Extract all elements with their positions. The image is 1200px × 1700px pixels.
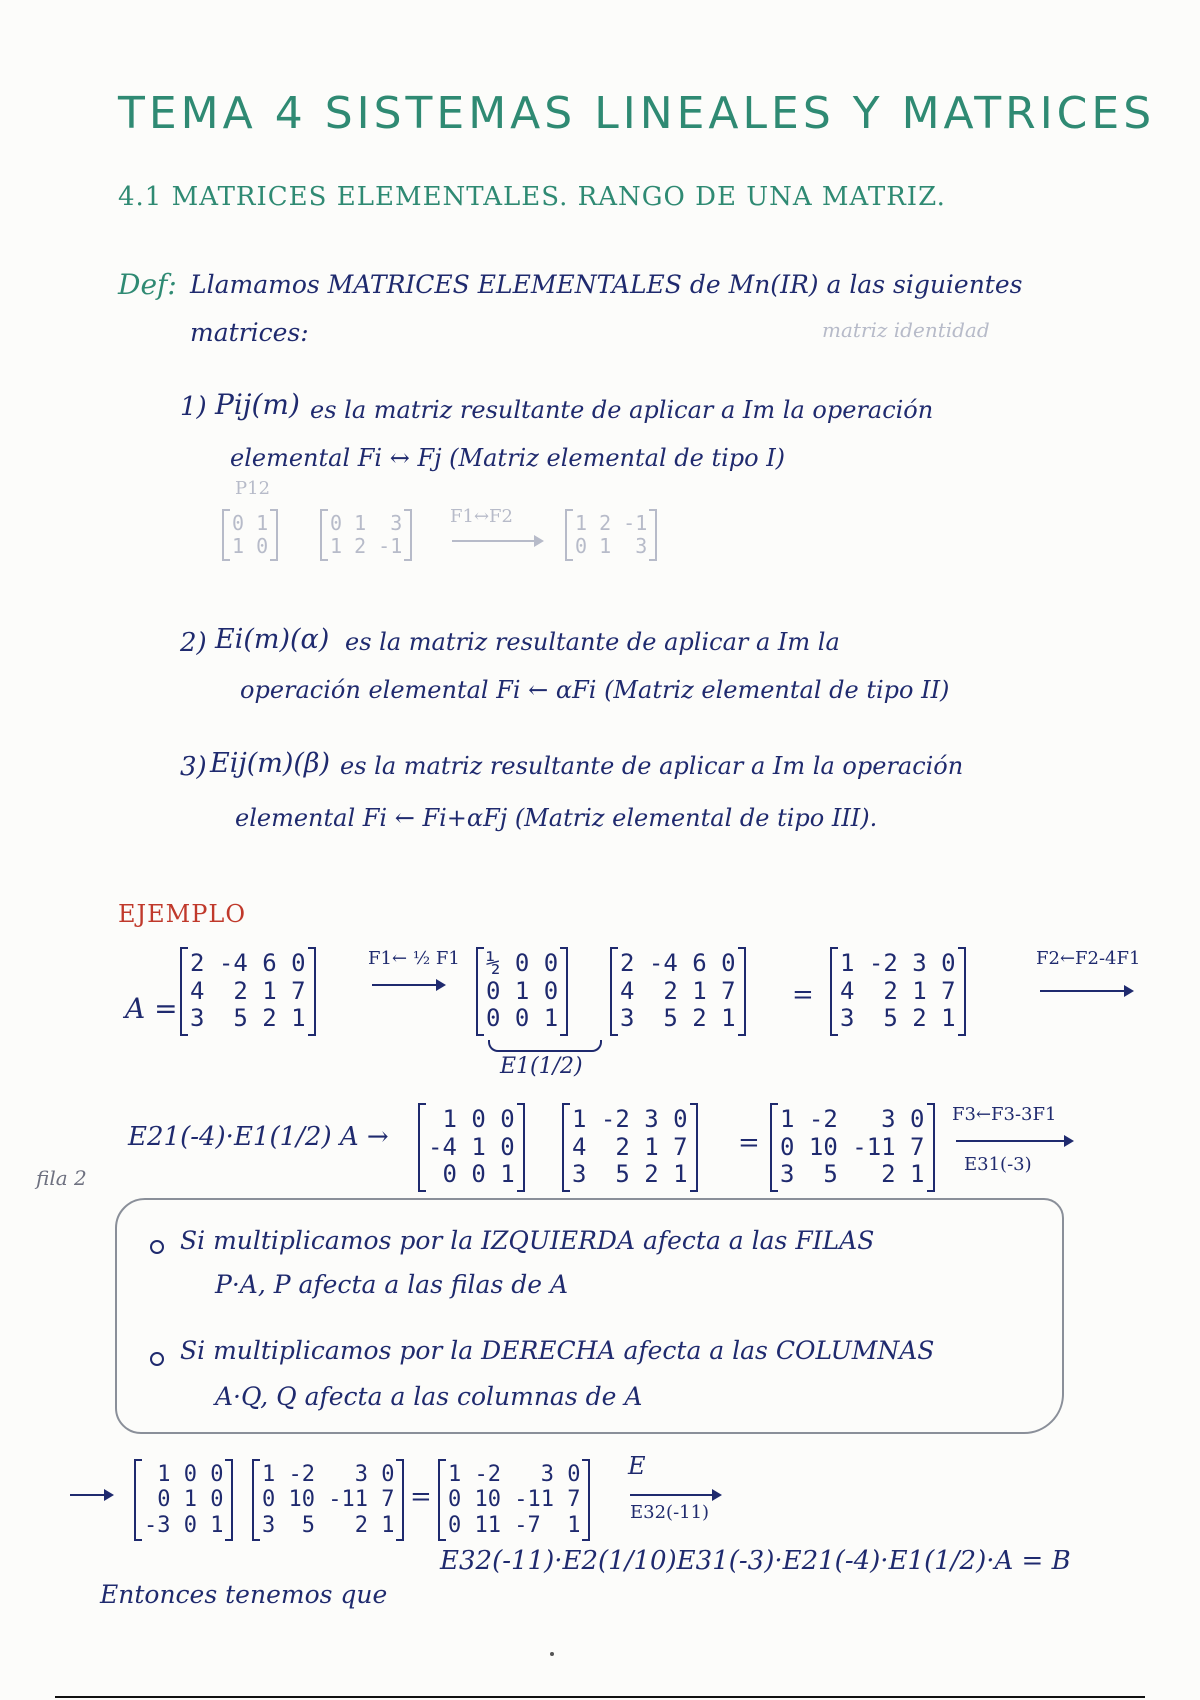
matrix-a-copy-row: 2 -4 6 0 (620, 949, 736, 977)
example-label: EJEMPLO (118, 900, 246, 928)
item-3-symbol: Eij(m)(β) (210, 748, 331, 779)
matrix-e1 (476, 948, 568, 1035)
item-2-symbol: Ei(m)(α) (215, 624, 330, 655)
op-3-arrow-icon (956, 1140, 1072, 1142)
definition-line-1: Llamamos MATRICES ELEMENTALES de Mn(IR) a las siguientes (190, 270, 1023, 299)
note-2-line-1: Si multiplicamos por la DERECHA afecta a las COLUMNAS (180, 1336, 935, 1365)
e1-label: E1(1/2) (500, 1054, 583, 1079)
matrix-result-2 (770, 1104, 935, 1191)
matrix-m2 (562, 1104, 698, 1191)
matrix-e21 (418, 1104, 525, 1191)
faint-m3-row: 0 1 3 (575, 534, 648, 558)
matrix-a-row: 2 -4 6 0 (190, 949, 306, 977)
result-3-row: 1 -2 3 0 (448, 1462, 581, 1487)
conclusion-lead: Entonces tenemos que (100, 1580, 388, 1609)
matrix-m2-row: 1 -2 3 0 (572, 1105, 688, 1133)
faint-op: F1↔F2 (450, 506, 513, 527)
note-2-line-2: A·Q, Q afecta a las columnas de A (215, 1382, 643, 1411)
result-2-row: 1 -2 3 0 (780, 1105, 925, 1133)
item-3-number: 3) (180, 752, 207, 782)
page-title: TEMA 4 SISTEMAS LINEALES Y MATRICES (118, 88, 1156, 139)
note-1-line-1: Si multiplicamos por la IZQUIERDA afecta a las FILAS (180, 1226, 875, 1255)
matrix-result-3 (438, 1460, 590, 1540)
matrix-e31-row: -3 0 1 (144, 1512, 224, 1538)
bullet-icon (150, 1240, 164, 1254)
item-1-line-1: es la matriz resultante de aplicar a Im la operación (310, 396, 934, 424)
matrix-e21-row: 1 0 0 (428, 1105, 515, 1133)
matrix-e1-row: 0 1 0 (486, 976, 559, 1005)
item-2-line-1: es la matriz resultante de aplicar a Im la (345, 628, 840, 656)
op-4-sub: E32(-11) (630, 1502, 710, 1523)
section-heading: 4.1 MATRICES ELEMENTALES. RANGO DE UNA MATRIZ. (118, 182, 946, 212)
result-1-row: 1 -2 3 0 (840, 949, 956, 977)
matrix-e21-row: -4 1 0 (428, 1132, 515, 1161)
matrix-e31-row: 0 1 0 (144, 1487, 224, 1513)
faint-m1-row: 1 0 (232, 534, 269, 558)
result-1-row: 3 5 2 1 (840, 1004, 956, 1033)
matrix-e31 (134, 1460, 233, 1540)
matrix-a (180, 948, 316, 1035)
op-3-label: F3←F3-3F1 (952, 1104, 1057, 1125)
faint-m2-row: 0 1 3 (330, 511, 403, 535)
item-3-line-2: elemental Fi ← Fi+αFj (Matriz elemental de tipo III). (235, 804, 878, 832)
matrix-e1-row: ½ 0 0 (486, 949, 559, 977)
op-4-top: E (628, 1452, 646, 1480)
matrix-a-row: 4 2 1 7 (190, 976, 306, 1005)
matrix-a-label: A = (125, 992, 178, 1025)
op-3-sub: E31(-3) (964, 1154, 1032, 1175)
op-2-arrow-icon (1040, 990, 1132, 992)
margin-note: fila 2 (36, 1166, 87, 1190)
matrix-m3-row: 1 -2 3 0 (262, 1462, 395, 1487)
note-1-line-2: P·A, P afecta a las filas de A (215, 1270, 569, 1299)
faint-arrow-icon (452, 540, 542, 542)
matrix-result-1 (830, 948, 966, 1035)
matrix-a-copy-row: 3 5 2 1 (620, 1004, 736, 1033)
matrix-a-row: 3 5 2 1 (190, 1004, 306, 1033)
matrix-m3-row: 0 10 -11 7 (262, 1487, 395, 1513)
item-1-symbol: Pij(m) (215, 388, 300, 421)
e1-brace (488, 1040, 602, 1052)
row-3-arrow-icon (70, 1494, 112, 1496)
faint-matrix-2 (320, 510, 412, 560)
dot (550, 1652, 554, 1656)
matrix-a-copy-row: 4 2 1 7 (620, 976, 736, 1005)
faint-m1-row: 0 1 (232, 511, 269, 535)
item-2-number: 2) (180, 628, 207, 658)
op-2-label: F2←F2-4F1 (1036, 948, 1141, 969)
faint-m2-row: 1 2 -1 (330, 534, 403, 558)
definition-line-2: matrices: (190, 318, 309, 347)
bottom-rule (55, 1696, 1145, 1698)
equals-2: = (738, 1128, 760, 1158)
item-1-number: 1) (180, 392, 207, 422)
matrix-e1-row: 0 0 1 (486, 1004, 559, 1033)
result-2-row: 3 5 2 1 (780, 1160, 925, 1189)
result-2-row: 0 10 -11 7 (780, 1132, 925, 1161)
identity-note: matriz identidad (822, 318, 990, 342)
bullet-icon (150, 1352, 164, 1366)
result-3-row: 0 10 -11 7 (448, 1487, 581, 1513)
faint-p12-label: P12 (235, 478, 271, 499)
equals-3: = (410, 1482, 432, 1512)
equals-1: = (792, 980, 814, 1010)
matrix-m2-row: 4 2 1 7 (572, 1132, 688, 1161)
matrix-e31-row: 1 0 0 (144, 1462, 224, 1487)
op-1-label: F1← ½ F1 (368, 948, 460, 969)
matrix-m3-row: 3 5 2 1 (262, 1512, 395, 1538)
definition-label: Def: (118, 268, 177, 301)
matrix-e21-row: 0 0 1 (428, 1160, 515, 1189)
matrix-m3 (252, 1460, 404, 1540)
matrix-a-copy (610, 948, 746, 1035)
faint-m3-row: 1 2 -1 (575, 511, 648, 535)
item-1-line-2: elemental Fi ↔ Fj (Matriz elemental de tipo I) (230, 444, 786, 472)
op-4-arrow-icon (630, 1494, 720, 1496)
op-1-arrow-icon (372, 984, 444, 986)
item-2-line-2: operación elemental Fi ← αFi (Matriz elemental de tipo II) (240, 676, 950, 704)
matrix-m2-row: 3 5 2 1 (572, 1160, 688, 1189)
faint-matrix-1 (222, 510, 278, 560)
item-3-line-1: es la matriz resultante de aplicar a Im la operación (340, 752, 964, 780)
result-3-row: 0 11 -7 1 (448, 1512, 581, 1538)
conclusion-formula: E32(-11)·E2(1/10)E31(-3)·E21(-4)·E1(1/2)·A = B (440, 1546, 1071, 1576)
faint-matrix-3 (565, 510, 657, 560)
result-1-row: 4 2 1 7 (840, 976, 956, 1005)
row-2-label: E21(-4)·E1(1/2) A → (128, 1122, 389, 1152)
